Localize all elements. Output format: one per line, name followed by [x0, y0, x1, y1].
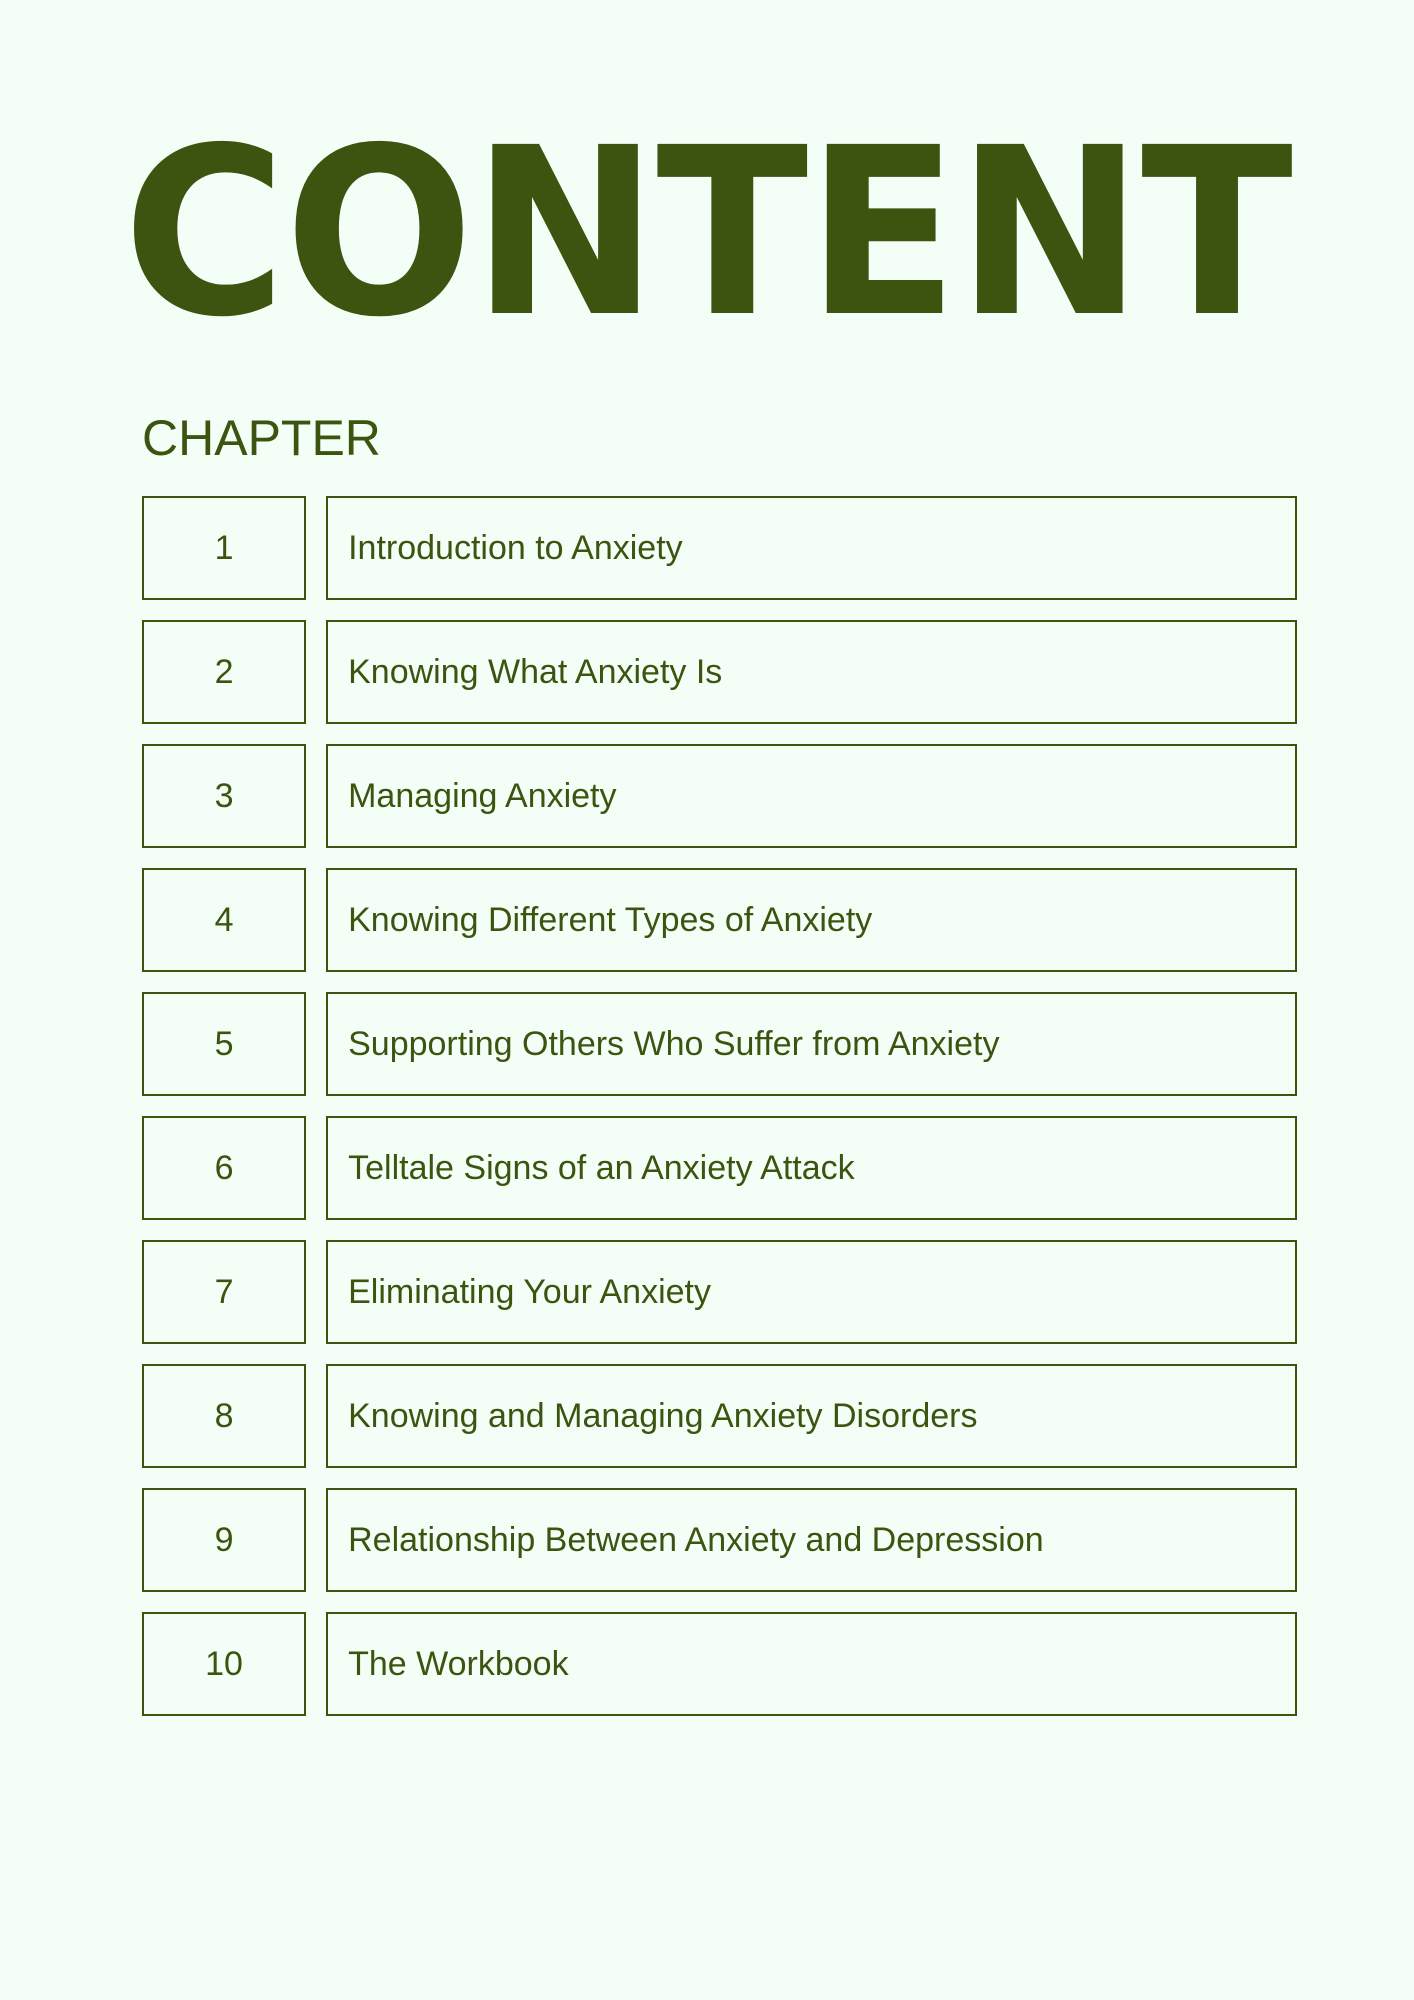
chapter-title: Relationship Between Anxiety and Depression [326, 1488, 1297, 1592]
chapter-number: 8 [142, 1364, 306, 1468]
chapter-title: Knowing and Managing Anxiety Disorders [326, 1364, 1297, 1468]
chapter-title: Introduction to Anxiety [326, 496, 1297, 600]
chapter-title: Eliminating Your Anxiety [326, 1240, 1297, 1344]
chapter-number: 7 [142, 1240, 306, 1344]
toc-row [142, 1612, 1297, 1716]
toc-row [142, 1488, 1297, 1592]
chapter-number: 4 [142, 868, 306, 972]
chapter-number: 3 [142, 744, 306, 848]
chapter-number: 2 [142, 620, 306, 724]
table-of-contents [142, 496, 1297, 1736]
toc-row [142, 744, 1297, 848]
toc-row [142, 992, 1297, 1096]
chapter-number: 1 [142, 496, 306, 600]
page-title: CONTENT [122, 98, 1292, 368]
toc-row [142, 496, 1297, 600]
chapter-number: 9 [142, 1488, 306, 1592]
chapter-title: The Workbook [326, 1612, 1297, 1716]
chapter-number: 10 [142, 1612, 306, 1716]
toc-row [142, 1116, 1297, 1220]
toc-row [142, 1240, 1297, 1344]
chapter-number: 5 [142, 992, 306, 1096]
chapter-number: 6 [142, 1116, 306, 1220]
toc-row [142, 620, 1297, 724]
chapter-title: Knowing Different Types of Anxiety [326, 868, 1297, 972]
chapter-title: Supporting Others Who Suffer from Anxiety [326, 992, 1297, 1096]
chapter-section-label: CHAPTER [142, 410, 381, 466]
toc-row [142, 1364, 1297, 1468]
chapter-title: Managing Anxiety [326, 744, 1297, 848]
chapter-title: Telltale Signs of an Anxiety Attack [326, 1116, 1297, 1220]
toc-row [142, 868, 1297, 972]
chapter-title: Knowing What Anxiety Is [326, 620, 1297, 724]
